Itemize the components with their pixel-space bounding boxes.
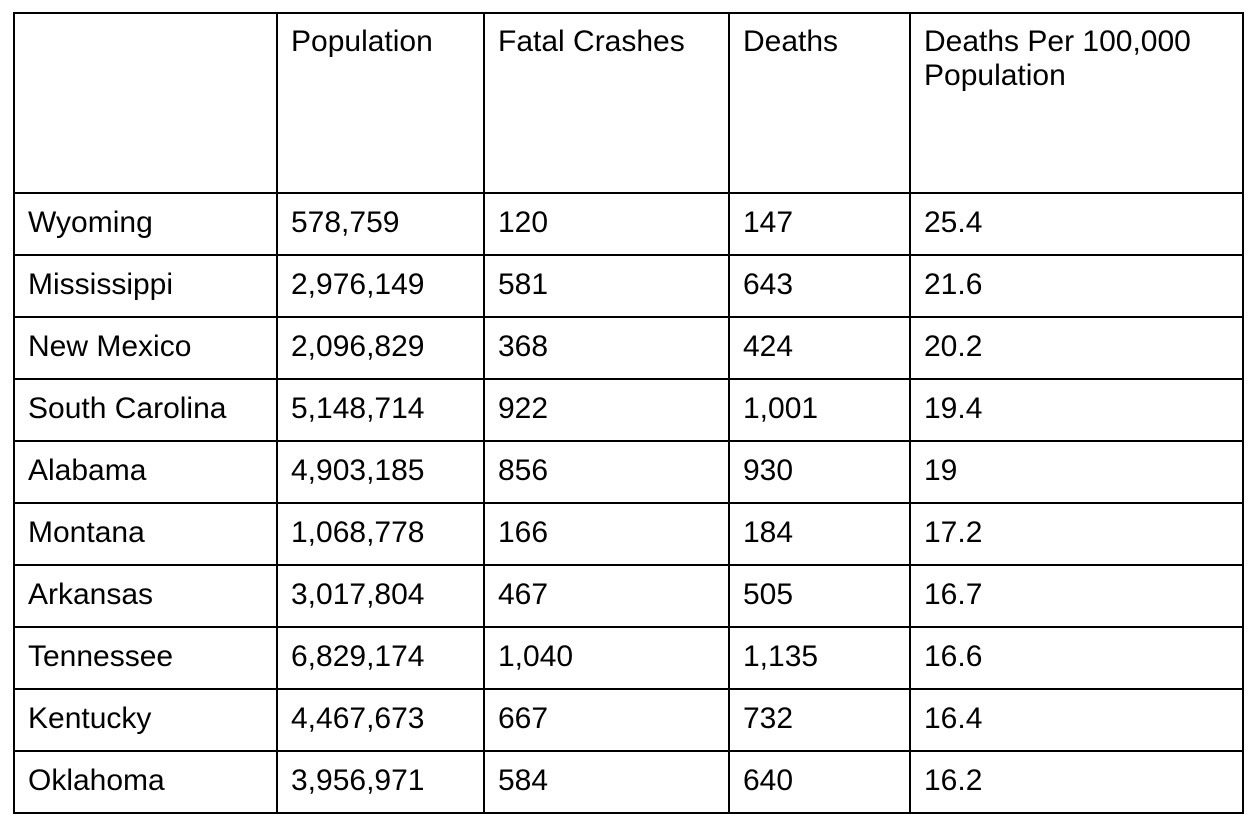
cell-deaths: 505 [729,565,910,627]
header-row [14,13,1243,193]
cell-deaths-per-100000: 20.2 [910,317,1243,379]
cell-population: 2,976,149 [277,255,484,317]
cell-deaths: 930 [729,441,910,503]
cell-deaths: 424 [729,317,910,379]
cell-deaths-per-100000: 25.4 [910,193,1243,255]
cell-fatal-crashes: 922 [484,379,729,441]
table-row [14,503,1243,565]
cell-state: Tennessee [14,627,277,689]
header-state [14,13,277,193]
cell-fatal-crashes: 467 [484,565,729,627]
table-row [14,565,1243,627]
cell-state: Kentucky [14,689,277,751]
cell-fatal-crashes: 584 [484,751,729,813]
cell-deaths-per-100000: 16.4 [910,689,1243,751]
cell-fatal-crashes: 120 [484,193,729,255]
cell-population: 2,096,829 [277,317,484,379]
cell-fatal-crashes: 856 [484,441,729,503]
cell-population: 3,956,971 [277,751,484,813]
cell-state: South Carolina [14,379,277,441]
cell-fatal-crashes: 368 [484,317,729,379]
cell-deaths: 732 [729,689,910,751]
cell-fatal-crashes: 166 [484,503,729,565]
cell-deaths-per-100000: 16.7 [910,565,1243,627]
table-row [14,441,1243,503]
cell-deaths: 640 [729,751,910,813]
cell-state: Mississippi [14,255,277,317]
cell-deaths-per-100000: 16.6 [910,627,1243,689]
table-row [14,317,1243,379]
cell-deaths-per-100000: 17.2 [910,503,1243,565]
cell-population: 4,467,673 [277,689,484,751]
table-row [14,751,1243,813]
data-table-container [13,12,1244,814]
cell-population: 3,017,804 [277,565,484,627]
table-row [14,379,1243,441]
cell-state: Arkansas [14,565,277,627]
cell-fatal-crashes: 1,040 [484,627,729,689]
cell-deaths: 643 [729,255,910,317]
cell-deaths: 147 [729,193,910,255]
cell-fatal-crashes: 667 [484,689,729,751]
table-row [14,193,1243,255]
state-fatality-table [13,12,1244,814]
header-deaths: Deaths [729,13,910,193]
cell-deaths: 184 [729,503,910,565]
cell-state: Alabama [14,441,277,503]
cell-population: 6,829,174 [277,627,484,689]
table-row [14,627,1243,689]
header-fatal-crashes: Fatal Crashes [484,13,729,193]
cell-deaths: 1,001 [729,379,910,441]
cell-state: Oklahoma [14,751,277,813]
cell-state: Wyoming [14,193,277,255]
cell-state: Montana [14,503,277,565]
cell-deaths-per-100000: 16.2 [910,751,1243,813]
cell-deaths-per-100000: 19.4 [910,379,1243,441]
cell-population: 578,759 [277,193,484,255]
cell-population: 5,148,714 [277,379,484,441]
table-row [14,255,1243,317]
cell-fatal-crashes: 581 [484,255,729,317]
cell-deaths-per-100000: 21.6 [910,255,1243,317]
cell-population: 4,903,185 [277,441,484,503]
cell-deaths-per-100000: 19 [910,441,1243,503]
header-population: Population [277,13,484,193]
cell-state: New Mexico [14,317,277,379]
header-deaths-per-100000: Deaths Per 100,000 Population [910,13,1243,193]
cell-population: 1,068,778 [277,503,484,565]
table-row [14,689,1243,751]
cell-deaths: 1,135 [729,627,910,689]
